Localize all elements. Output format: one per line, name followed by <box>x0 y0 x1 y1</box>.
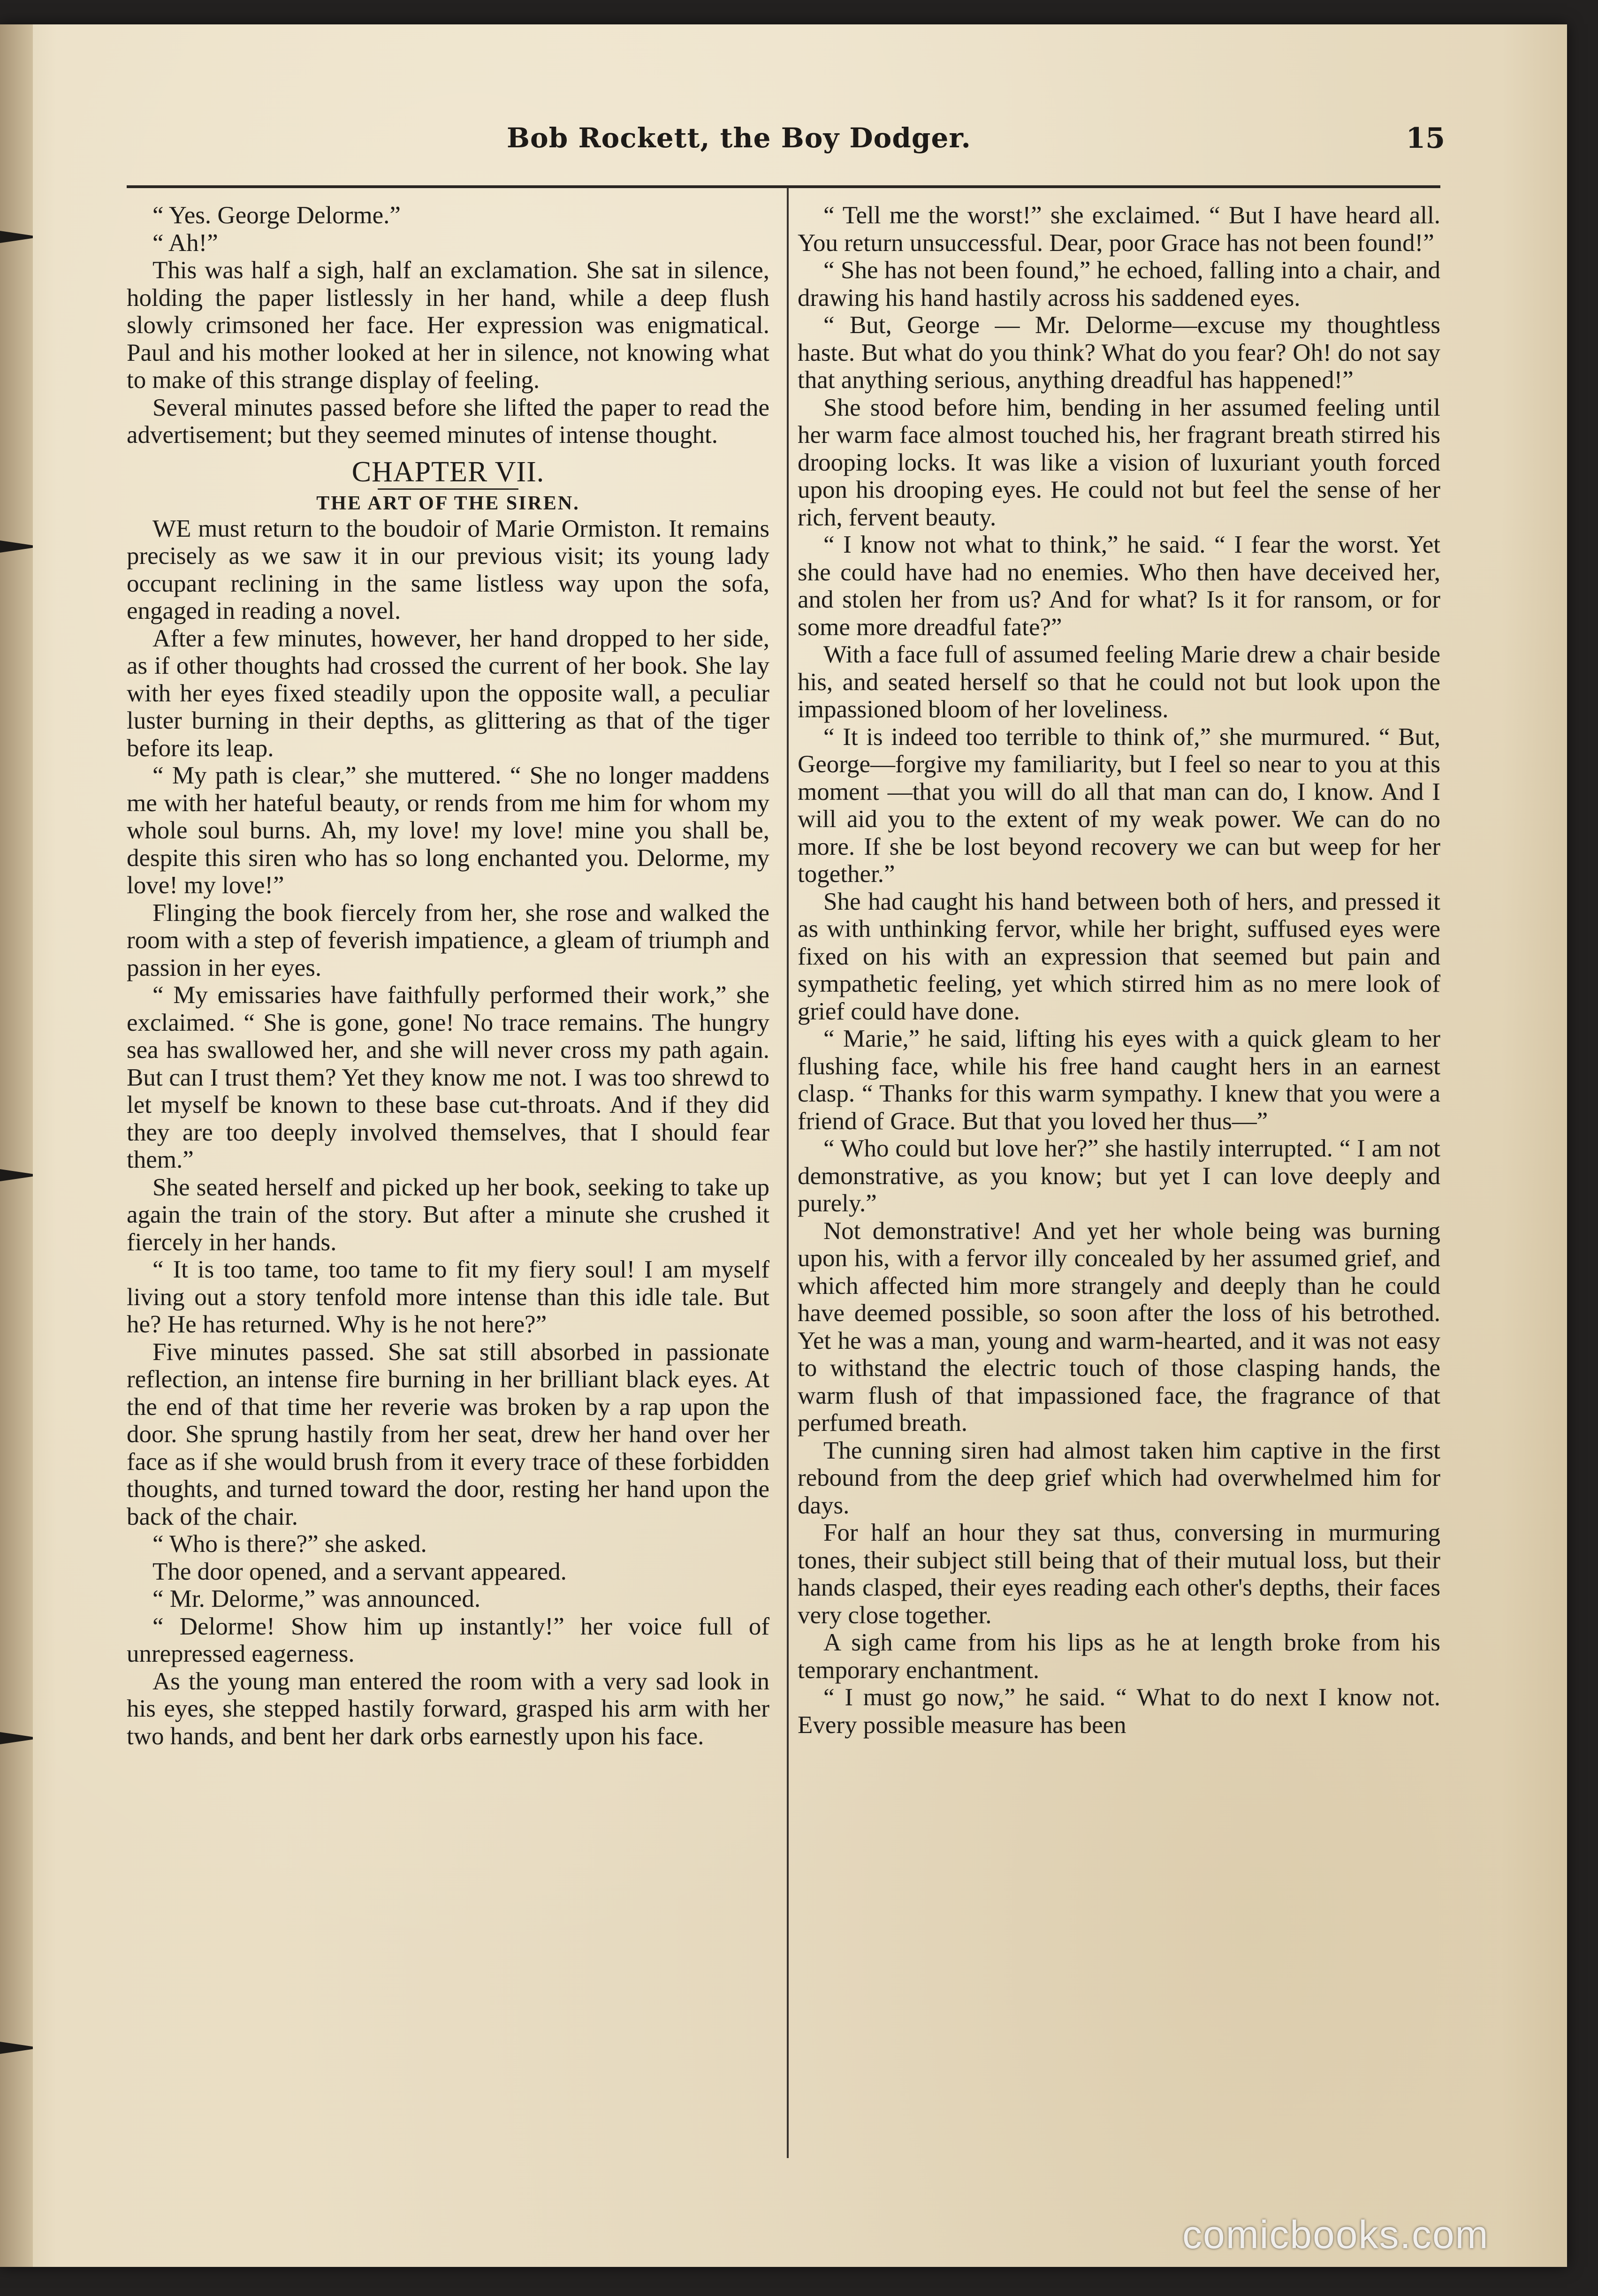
paragraph: “ It is too tame, too tame to fit my fiery soul! I am myself living out a story tenfold more intense than this idle tale. But he? He has returned. Why is he not here?” <box>127 1256 769 1338</box>
paragraph: Five minutes passed. She sat still absorbed in passionate reflection, an intense fire burning in her brilliant black eyes. At the end of that time her reverie was broken by a rap upon the door. She sprung hastily from her seat, drew her hand over her face as if she would brush from it every trace of these forbidden thoughts, and turned toward the door, resting her hand upon the back of the chair. <box>127 1338 769 1530</box>
right-column <box>798 202 1440 1739</box>
paragraph: This was half a sigh, half an exclamation. She sat in silence, holding the paper listlessly in her hand, while a deep flush slowly crimsoned her face. Her expression was enigmatical. Paul and his mother looked at her in silence, not knowing what to make of this strange display of feeling. <box>127 257 769 394</box>
paragraph: “ But, George — Mr. Delorme—excuse my thoughtless haste. But what do you think? What do you fear? Oh! do not say that anything serious, anything dreadful has happened!” <box>798 312 1440 394</box>
paragraph: WE must return to the boudoir of Marie Ormiston. It remains precisely as we saw it in our previous visit; its young lady occupant reclining in the same listless way upon the sofa, engaged in reading a novel. <box>127 515 769 624</box>
paragraph: As the young man entered the room with a very sad look in his eyes, she stepped hastily forward, grasped his arm with her two hands, and bent her dark orbs earnestly upon his face. <box>127 1667 769 1750</box>
paragraph: With a face full of assumed feeling Marie drew a chair beside his, and seated herself so that he could not but look upon the impassioned bloom of her loveliness. <box>798 641 1440 723</box>
paragraph: “ Marie,” he said, lifting his eyes with a quick gleam to her flushing face, while his free hand caught hers in an earnest clasp. “ Thanks for this warm sympathy. I knew that you were a friend of Grace. But that you loved her thus—” <box>798 1025 1440 1135</box>
paragraph: “ I know not what to think,” he said. “ I fear the worst. Yet she could have had no enemies. Who then have deceived her, and stolen her from us? And for what? Is it for ransom, or for some more dreadful fate?” <box>798 531 1440 641</box>
paragraph: A sigh came from his lips as he at length broke from his temporary enchantment. <box>798 1629 1440 1684</box>
paragraph: “ My path is clear,” she muttered. “ She no longer maddens me with her hateful beauty, or rends from me him for whom my whole soul burns. Ah, my love! my love! mine you shall be, despite this siren who has so long enchanted you. Delorme, my love! my love!” <box>127 762 769 899</box>
paragraph: After a few minutes, however, her hand dropped to her side, as if other thoughts had crossed the current of her book. She lay with her eyes fixed steadily upon the opposite wall, a peculiar luster burning in their depths, as glittering as that of the tiger before its leap. <box>127 624 769 762</box>
site-watermark: comicbooks.com <box>1182 2212 1489 2257</box>
paragraph: “ It is indeed too terrible to think of,” she murmured. “ But, George—forgive my familiarity, but I feel so near to you at this moment —that you will do all that man can do, I know. And I will aid you to the extent of my weak power. We can do no more. If she be lost beyond recovery we can but weep for her together.” <box>798 723 1440 888</box>
left-column <box>127 202 769 1750</box>
paragraph: “ Who is there?” she asked. <box>152 1530 427 1558</box>
paragraph: “ Tell me the worst!” she exclaimed. “ But I have heard all. You return unsuccessful. Dear, poor Grace has not been found!” <box>798 202 1440 257</box>
paragraph: For half an hour they sat thus, conversing in murmuring tones, their subject still being that of their mutual loss, but their hands clasped, their eyes reading each other's depths, their faces very close together. <box>798 1519 1440 1629</box>
paragraph: “ Mr. Delorme,” was announced. <box>152 1585 481 1612</box>
paragraph: “ Ah!” <box>152 229 218 257</box>
paragraph: Several minutes passed before she lifted the paper to read the advertisement; but they seemed minutes of intense thought. <box>127 394 769 449</box>
chapter-subtitle: THE ART OF THE SIREN. <box>316 492 580 514</box>
chapter-heading: CHAPTER VII. <box>351 456 545 488</box>
running-title: Bob Rockett, the Boy Dodger. <box>507 122 971 154</box>
paragraph: She seated herself and picked up her book, seeking to take up again the train of the story. But after a minute she crushed it fiercely in her hands. <box>127 1173 769 1256</box>
column-divider <box>787 188 789 2158</box>
paragraph: “ Yes. George Delorme.” <box>152 202 401 229</box>
running-header <box>127 103 1445 164</box>
paragraph: “ Delorme! Show him up instantly!” her voice full of unrepressed eagerness. <box>127 1612 769 1667</box>
paragraph: “ She has not been found,” he echoed, falling into a chair, and drawing his hand hastily across his saddened eyes. <box>798 257 1440 312</box>
paragraph: Flinging the book fiercely from her, she rose and walked the room with a step of feverish impatience, a gleam of triumph and passion in her eyes. <box>127 899 769 981</box>
header-rule <box>127 185 1440 188</box>
paragraph: She stood before him, bending in her assumed feeling until her warm face almost touched his, her fragrant breath stirred his drooping locks. It was like a vision of luxuriant youth forced upon his drooping eyes. He could not but feel the sense of her rich, fervent beauty. <box>798 394 1440 531</box>
paragraph: “ Who could but love her?” she hastily interrupted. “ I am not demonstrative, as you know; but yet I can love deeply and purely.” <box>798 1135 1440 1217</box>
paragraph: The cunning siren had almost taken him captive in the first rebound from the deep grief which had overwhelmed him for days. <box>798 1437 1440 1519</box>
paragraph: She had caught his hand between both of hers, and pressed it as with unthinking fervor, while her bright, suffused eyes were fixed on his with an expression that seemed but pain and sympathetic feeling, yet which stirred him as no mere look of grief could have done. <box>798 888 1440 1025</box>
paragraph: “ My emissaries have faithfully performed their work,” she exclaimed. “ She is gone, gone! No trace remains. The hungry sea has swallowed her, and she will never cross my path again. But can I trust them? Yet they know me not. I was too shrewd to let myself be known to these base cut-throats. And if they did they are too deeply involved themselves, that I should fear them.” <box>127 981 769 1173</box>
paragraph: “ I must go now,” he said. “ What to do next I know not. Every possible measure has been <box>798 1684 1440 1739</box>
page-binding-edge <box>0 24 33 2267</box>
chapter-rule <box>378 488 518 490</box>
paragraph: The door opened, and a servant appeared. <box>152 1558 567 1585</box>
page-number: 15 <box>1406 122 1445 155</box>
paragraph: Not demonstrative! And yet her whole being was burning upon his, with a fervor illy concealed by her assumed grief, and which affected him more strangely and deeply than he could have deemed possible, so soon after the loss of his betrothed. Yet he was a man, young and warm-hearted, and it was not easy to withstand the electric touch of those clasping hands, the warm flush of that impassioned face, the fragrance of that perfumed breath. <box>798 1217 1440 1437</box>
